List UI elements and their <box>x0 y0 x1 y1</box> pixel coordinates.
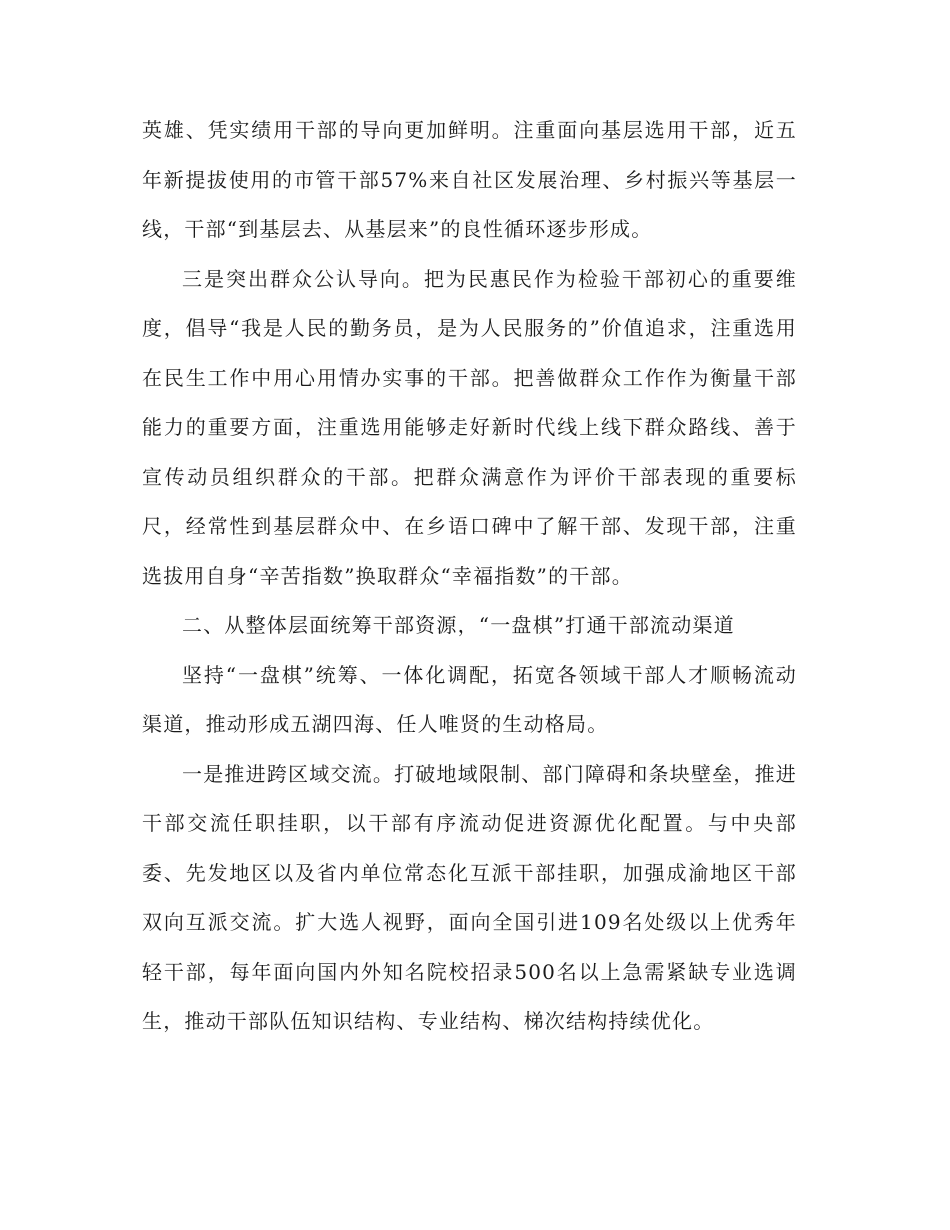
paragraph-cross-region-exchange: 一是推进跨区域交流。打破地域限制、部门障碍和条块壁垒，推进干部交流任职挂职，以干部有序流动促进资源优化配置。与中央部委、先发地区以及省内单位常态化互派干部挂职，加强成渝地区干部双向互派交流。扩大选人视野，面向全国引进109名处级以上优秀年轻干部，每年面向国内外知名院校招录500名以上急需紧缺专业选调生，推动干部队伍知识结构、专业结构、梯次结构持续优化。 <box>142 761 797 1033</box>
section-heading: 二、从整体层面统筹干部资源，“一盘棋”打通干部流动渠道 <box>182 613 735 637</box>
paragraph-public-recognition: 三是突出群众公认导向。把为民惠民作为检验干部初心的重要维度，倡导“我是人民的勤务员，是为人民服务的”价值追求，注重选用在民生工作中用心用情办实事的干部。把善做群众工作作为衡量干部能力的重要方面，注重选用能够走好新时代线上线下群众路线、善于宣传动员组织群众的干部。把群众满意作为评价干部表现的重要标尺，经常性到基层群众中、在乡语口碑中了解干部、发现干部，注重选拔用自身“辛苦指数”换取群众“幸福指数”的干部。 <box>142 266 797 588</box>
paragraph-overall-planning: 坚持“一盘棋”统筹、一体化调配，拓宽各领域干部人才顺畅流动渠道，推动形成五湖四海、任人唯贤的生动格局。 <box>142 662 797 736</box>
document-body <box>142 106 797 1047</box>
paragraph-continuation: 英雄、凭实绩用干部的导向更加鲜明。注重面向基层选用干部，近五年新提拔使用的市管干部57%来自社区发展治理、乡村振兴等基层一线，干部“到基层去、从基层来”的良性循环逐步形成。 <box>142 118 797 241</box>
